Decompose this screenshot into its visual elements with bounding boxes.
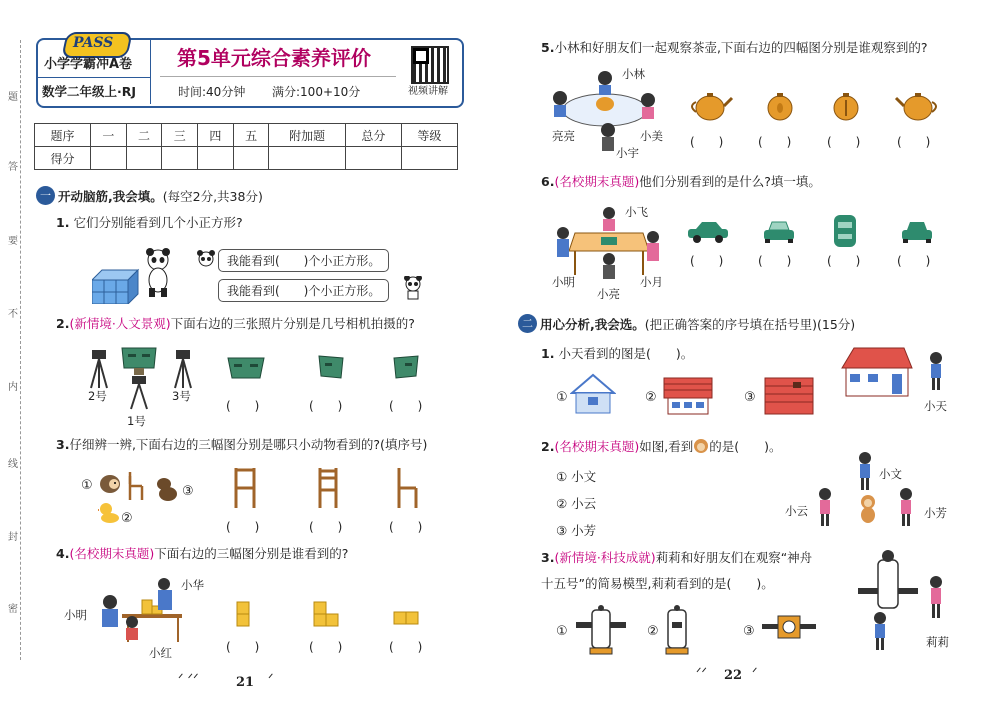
panda-icon xyxy=(145,248,171,298)
child-figure xyxy=(857,452,873,492)
person-label: 小宇 xyxy=(616,146,639,160)
monkey-figure xyxy=(857,494,879,524)
question-6 xyxy=(541,174,821,190)
spacecraft-model-figure xyxy=(856,548,920,610)
chair-view-front xyxy=(315,466,341,510)
speech-bubble-2: 我能看到( )个小正方形。 xyxy=(218,279,389,302)
car-view-top xyxy=(830,214,860,248)
section-title xyxy=(58,187,263,205)
answer-blank[interactable]: ( ) xyxy=(897,135,931,149)
qr-corner xyxy=(413,48,429,64)
camera-tripod-1 xyxy=(128,376,150,410)
teapot-view-1 xyxy=(688,90,734,122)
animal-marker-1: ① xyxy=(81,478,93,493)
camera-label-3: 3号 xyxy=(172,389,191,403)
score-cell[interactable] xyxy=(345,147,401,170)
score-table xyxy=(34,123,458,170)
margin-label: 题 xyxy=(8,92,18,103)
choice-question-3-cont: 十五号”的简易模型,莉莉看到的是( )。 xyxy=(541,576,774,591)
question-2 xyxy=(56,316,415,332)
person-label: 小明 xyxy=(64,608,87,622)
score-cell[interactable] xyxy=(91,147,127,170)
answer-blank[interactable]: ( ) xyxy=(897,254,931,268)
block-view-2 xyxy=(312,600,350,628)
cube-stack-figure xyxy=(92,262,140,304)
choice-option[interactable]: ① 小文 xyxy=(556,469,597,484)
question-number: 3. xyxy=(541,550,555,565)
score-header: 一 xyxy=(91,124,127,147)
chair-icon xyxy=(126,470,146,502)
margin-label: 要 xyxy=(8,236,18,247)
person-label: 小美 xyxy=(640,129,663,143)
answer-blank[interactable]: ( ) xyxy=(309,520,343,534)
score-header: 总分 xyxy=(345,124,401,147)
question-text: 小林和好朋友们一起观察茶壶,下面右边的四幅图分别是谁观察到的? xyxy=(554,40,928,55)
camera-label-2: 2号 xyxy=(88,389,107,403)
answer-blank[interactable]: ( ) xyxy=(226,640,260,654)
score-cell[interactable] xyxy=(198,147,234,170)
chair-view-side xyxy=(394,466,420,510)
car-view-back xyxy=(900,220,934,244)
series-name: 小学学霸冲A卷 xyxy=(44,57,133,72)
car-view-front xyxy=(762,220,796,244)
grade-label: 数学二年级上·RJ xyxy=(42,84,137,99)
question-text: 的是( )。 xyxy=(709,439,782,454)
answer-blank[interactable]: ( ) xyxy=(758,135,792,149)
answer-blank[interactable]: ( ) xyxy=(389,399,423,413)
person-label: 小林 xyxy=(622,67,645,81)
teapot-view-3 xyxy=(830,90,862,122)
score-header: 三 xyxy=(162,124,198,147)
car-view-side xyxy=(686,220,730,244)
teapot-view-4 xyxy=(894,90,940,122)
question-1 xyxy=(56,215,243,231)
question-number: 6. xyxy=(541,174,555,189)
person-label: 小云 xyxy=(785,504,808,518)
camera-label-1: 1号 xyxy=(127,414,146,428)
mask-photo-side-left xyxy=(390,352,424,384)
speech-bubble-1: 我能看到( )个小正方形。 xyxy=(218,249,389,272)
section-note: (每空2分,共38分) xyxy=(162,189,263,204)
question-text: 他们分别看到的是什么?填一填。 xyxy=(639,174,821,189)
margin-label: 线 xyxy=(8,459,18,470)
question-text: 仔细辨一辨,下面右边的三幅图分别是哪只小动物看到的?(填序号) xyxy=(69,437,428,452)
question-text: 莉莉和好朋友们在观察“神舟 xyxy=(655,550,813,565)
score-cell[interactable] xyxy=(401,147,457,170)
page-number-right: 22 xyxy=(724,668,743,683)
children-with-blocks-figure xyxy=(94,578,186,644)
binding-dashed-line xyxy=(20,40,21,660)
question-text: 小天看到的图是( )。 xyxy=(558,346,694,361)
question-4 xyxy=(56,546,348,562)
person-label: 小芳 xyxy=(924,506,947,520)
answer-blank[interactable]: ( ) xyxy=(758,254,792,268)
section-title-text: 开动脑筋,我会填。 xyxy=(58,189,163,204)
panda-icon xyxy=(197,250,215,268)
answer-blank[interactable]: ( ) xyxy=(309,640,343,654)
person-label: 小月 xyxy=(640,275,663,289)
section-note: (把正确答案的序号填在括号里)(15分) xyxy=(644,317,856,332)
question-5 xyxy=(541,40,928,56)
person-label: 小飞 xyxy=(625,205,648,219)
answer-blank[interactable]: ( ) xyxy=(309,399,343,413)
person-label: 小明 xyxy=(552,275,575,289)
person-label: 小华 xyxy=(181,578,204,592)
section-number-badge: 二 xyxy=(518,314,537,333)
duck-icon xyxy=(98,502,120,524)
question-tag: (名校期末真题) xyxy=(554,439,640,454)
camera-tripod-3 xyxy=(172,348,194,390)
section-title xyxy=(540,315,855,333)
answer-blank[interactable]: ( ) xyxy=(226,399,260,413)
score-row-label: 得分 xyxy=(35,147,91,170)
score-cell[interactable] xyxy=(126,147,162,170)
choice-question-3 xyxy=(541,550,812,566)
question-number: 2. xyxy=(541,439,555,454)
chair-view-back xyxy=(232,466,258,510)
question-tag: (新情境·人文景观) xyxy=(69,316,171,331)
answer-blank[interactable]: ( ) xyxy=(389,520,423,534)
mask-photo-side-right xyxy=(313,352,347,384)
option-marker-1: ① xyxy=(556,624,568,639)
score-header: 等级 xyxy=(401,124,457,147)
child-figure xyxy=(898,488,914,528)
option-marker-3: ③ xyxy=(744,390,756,405)
header-left-divider xyxy=(150,40,151,104)
block-view-1 xyxy=(235,600,253,628)
question-number: 5. xyxy=(541,40,555,55)
spacecraft-view-3 xyxy=(760,614,818,640)
question-text: 下面右边的三张照片分别是几号相机拍摄的? xyxy=(170,316,415,331)
answer-blank[interactable]: ( ) xyxy=(827,135,861,149)
choice-option[interactable]: ② 小云 xyxy=(556,496,597,511)
child-figure xyxy=(817,488,833,528)
house-view-1 xyxy=(570,373,616,415)
title-underline xyxy=(160,76,396,77)
score-cell[interactable] xyxy=(162,147,198,170)
person-label: 小文 xyxy=(879,467,902,481)
score-header: 五 xyxy=(233,124,269,147)
monkey-icon xyxy=(693,438,709,454)
question-tag: (名校期末真题) xyxy=(554,174,640,189)
question-tag: (名校期末真题) xyxy=(69,546,155,561)
option-marker-1: ① xyxy=(556,390,568,405)
choice-question-1 xyxy=(541,346,693,362)
person-label: 小亮 xyxy=(597,287,620,301)
dog-icon xyxy=(154,476,180,502)
house-view-3 xyxy=(763,376,815,416)
block-view-3 xyxy=(392,610,422,628)
score-cell[interactable] xyxy=(233,147,269,170)
page-deco: ᐟ xyxy=(752,666,758,681)
person-label: 亮亮 xyxy=(552,129,575,143)
bronze-mask-figure xyxy=(120,344,158,376)
choice-question-2 xyxy=(541,438,781,455)
score-header: 题序 xyxy=(35,124,91,147)
page-number-left: 21 xyxy=(236,675,255,690)
time-limit: 时间:40分钟 xyxy=(178,85,246,99)
person-label: 小红 xyxy=(149,646,172,660)
score-cell[interactable] xyxy=(269,147,345,170)
hedgehog-icon xyxy=(98,472,122,494)
spacecraft-view-1 xyxy=(572,604,630,656)
score-header: 二 xyxy=(126,124,162,147)
question-tag: (新情境·科技成就) xyxy=(554,550,656,565)
option-marker-2: ② xyxy=(647,624,659,639)
question-number: 2. xyxy=(56,316,70,331)
page-deco: ᐟᐟ xyxy=(696,666,708,681)
child-figure xyxy=(928,576,944,620)
answer-blank[interactable]: ( ) xyxy=(690,254,724,268)
question-number: 1. xyxy=(56,215,70,230)
option-marker-2: ② xyxy=(645,390,657,405)
section-number-badge: 一 xyxy=(36,186,55,205)
video-explain-label: 视频讲解 xyxy=(408,86,448,97)
question-number: 1. xyxy=(541,346,555,361)
header-series-underline xyxy=(38,77,150,78)
spacecraft-view-2 xyxy=(662,604,692,656)
page-title: 第5单元综合素养评价 xyxy=(177,46,371,70)
margin-label: 内 xyxy=(8,382,18,393)
question-text: 它们分别能看到几个小正方形? xyxy=(73,215,243,230)
question-3 xyxy=(56,437,427,453)
animal-marker-3: ③ xyxy=(182,484,194,499)
page-deco: ᐟ ᐟᐟ xyxy=(178,672,199,687)
question-text: 下面右边的三幅图分别是谁看到的? xyxy=(154,546,349,561)
question-text: 如图,看到 xyxy=(639,439,694,454)
answer-blank[interactable]: ( ) xyxy=(389,640,423,654)
full-score: 满分:100+10分 xyxy=(272,85,361,99)
camera-tripod-2 xyxy=(88,348,110,390)
score-header: 四 xyxy=(198,124,234,147)
person-label: 小天 xyxy=(924,399,947,413)
margin-label: 封 xyxy=(8,532,18,543)
margin-label: 不 xyxy=(8,309,18,320)
question-number: 3. xyxy=(56,437,70,452)
page-deco: ᐟ xyxy=(268,672,274,687)
person-label: 莉莉 xyxy=(926,635,949,649)
house-view-2 xyxy=(662,376,714,416)
child-figure xyxy=(928,352,944,392)
score-header: 附加题 xyxy=(269,124,345,147)
panda-icon xyxy=(404,276,422,300)
answer-blank[interactable]: ( ) xyxy=(226,520,260,534)
question-number: 4. xyxy=(56,546,70,561)
section-title-text: 用心分析,我会选。 xyxy=(540,317,645,332)
margin-label: 密 xyxy=(8,604,18,615)
answer-blank[interactable]: ( ) xyxy=(827,254,861,268)
answer-blank[interactable]: ( ) xyxy=(690,135,724,149)
animal-marker-2: ② xyxy=(121,511,133,526)
choice-option[interactable]: ③ 小芳 xyxy=(556,523,597,538)
margin-label: 答 xyxy=(8,162,18,173)
mask-photo-front xyxy=(226,354,266,384)
house-figure xyxy=(840,346,914,398)
pass-logo-text: PASS xyxy=(73,35,114,51)
teapot-view-2 xyxy=(765,90,795,122)
option-marker-3: ③ xyxy=(743,624,755,639)
child-figure xyxy=(872,612,888,652)
